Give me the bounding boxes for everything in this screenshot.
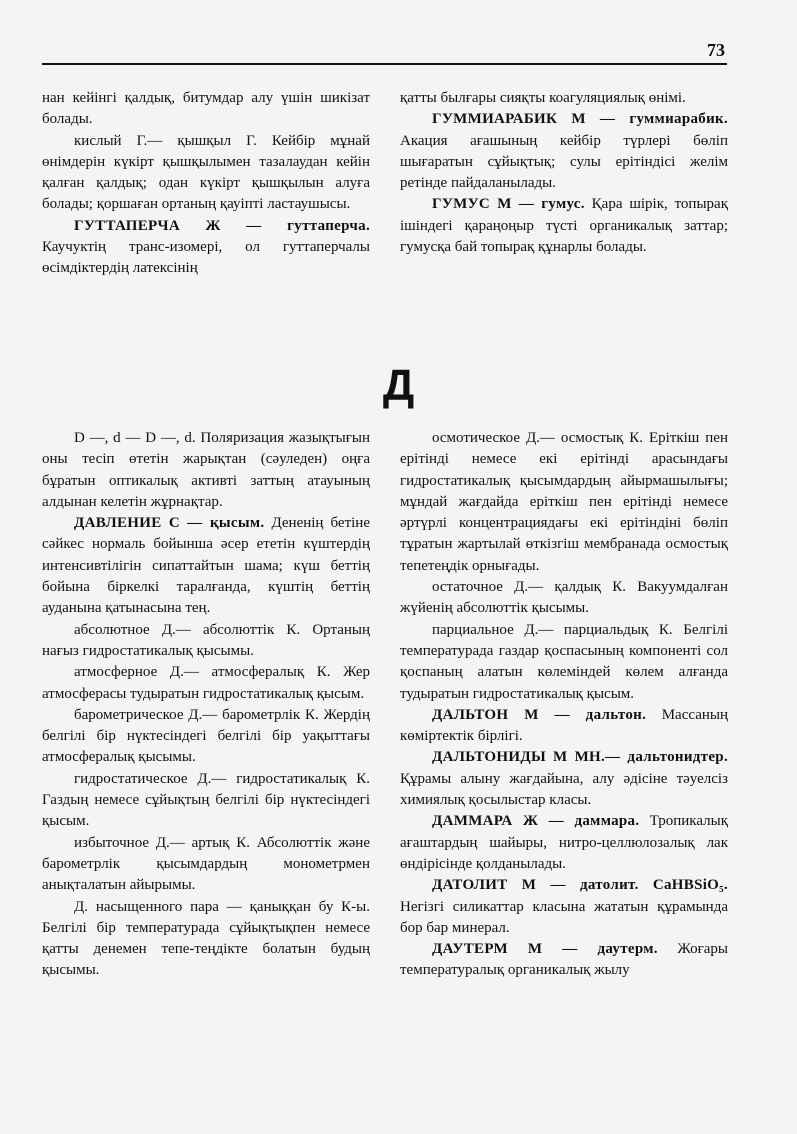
entry-text: остаточное Д.— қалдық К. Вакуумдалған жүйенің абсолюттік қысымы. bbox=[400, 579, 728, 617]
entry-headword: ДАММАРА Ж — даммара. bbox=[432, 813, 640, 830]
entry-text: нан кейінгі қалдық, битумдар алу үшін шикізат болады. bbox=[42, 90, 370, 128]
entry-headword: ГУТТАПЕРЧА Ж — гуттаперча. bbox=[74, 217, 370, 234]
dictionary-entry bbox=[400, 939, 728, 982]
entry-headword: ГУММИАРАБИК М — гуммиарабик. bbox=[432, 111, 728, 128]
column-bottom-right bbox=[400, 428, 728, 982]
entry-text: избыточное Д.— артық К. Абсолюттік және барометрлік қысымдардың монометрмен анықталатын айырымы. bbox=[42, 834, 370, 894]
dictionary-entry bbox=[400, 875, 728, 939]
dictionary-entry bbox=[400, 620, 728, 705]
entry-headword: ДАУТЕРМ М — даутерм. bbox=[432, 941, 658, 958]
entry-headword: ДАЛЬТОНИДЫ М МН.— дальтонидтер. bbox=[432, 749, 728, 766]
entry-text: Қара шірік, топырақ ішіндегі қараңоңыр түсті органикалық заттар; гумусқа бай топырақ құнарлы болады. bbox=[400, 196, 728, 256]
page-number: 73 bbox=[707, 40, 725, 60]
dictionary-entry bbox=[400, 194, 728, 258]
dictionary-entry bbox=[42, 705, 370, 769]
dictionary-entry bbox=[42, 833, 370, 897]
dictionary-entry bbox=[400, 747, 728, 811]
dictionary-entry bbox=[42, 216, 370, 280]
dictionary-entry bbox=[42, 769, 370, 833]
entry-text: абсолютное Д.— абсолюттік К. Ортаның нағыз гидростатикалық қысымы. bbox=[42, 621, 370, 659]
entry-text: осмотическое Д.— осмостық К. Еріткіш пен ерітінді немесе екі ерітінді арасындағы гидростатикалық қысымдардың айырмашылығы; мұндай жағдайда еріткіш пен ерітінді немесе әртүрлі концентрациядағы екі ерітіндіні бөліп тұратын жартылай өткізгіш мембранада осмостық тепетеңдік орнығады. bbox=[400, 430, 728, 574]
entry-text: кислый Г.— қышқыл Г. Кейбір мұнай өнімдерін күкірт қышқылымен тазалаудан кейін қалған қалдық; одан күкірт қышқылын алуға болады; қоршаған ортаның қауіпті ластаушысы. bbox=[42, 132, 370, 213]
entry-text: D —, d — D —, d. Поляризация жазықтығын оны тесіп өтетін жарықтан (сәуледен) оңға бұратын оптикалық активті заттың атауының алдынан келетін жұрнақтар. bbox=[42, 430, 370, 510]
entry-text: атмосферное Д.— атмосфералық К. Жер атмосферасы тудыратын гидростатикалық қысым. bbox=[42, 664, 370, 702]
dictionary-entry bbox=[400, 428, 728, 577]
dictionary-entry bbox=[42, 88, 370, 131]
entry-headword: ГУМУС М — гумус. bbox=[432, 196, 585, 213]
dictionary-entry bbox=[42, 897, 370, 982]
entry-text: Акация ағашының кейбір түрлері бөліп шығаратын сұйықтық; сулы ерітіндісі желім ретінде пайдаланылады. bbox=[400, 132, 728, 192]
entry-headword: ДАТОЛИТ М — датолит. CaHBSiO₅. bbox=[432, 877, 728, 894]
column-top-right bbox=[400, 88, 728, 258]
entry-text: Д. насыщенного пара — қаныққан бу К-ы. Белгілі бір температурада сұйықтықпен немесе қатты денемен тепе-теңдікте болатын будың қысымы. bbox=[42, 898, 370, 979]
dictionary-entry bbox=[42, 131, 370, 216]
dictionary-entry bbox=[400, 88, 728, 109]
dictionary-entry bbox=[42, 662, 370, 705]
column-bottom-left bbox=[42, 428, 370, 982]
entry-headword: ДАЛЬТОН М — дальтон. bbox=[432, 706, 647, 723]
entry-text: парциальное Д.— парциальдық К. Белгілі температурада газдар қоспасының компоненті сол қоспаның алатын көлеміндей көлем алғанда тудыратын гидростатикалық қысым. bbox=[400, 621, 728, 702]
dictionary-entry bbox=[42, 428, 370, 513]
entry-text: Құрамы алыну жағдайына, алу әдісіне тәуелсіз химиялық қосылыстар класы. bbox=[400, 770, 728, 809]
entry-text: Массаның көміртектік бірлігі. bbox=[400, 706, 728, 745]
entry-text: қатты былғары сияқты коагуляциялық өнімі. bbox=[400, 90, 686, 106]
dictionary-entry bbox=[400, 109, 728, 194]
entry-text: барометрическое Д.— барометрлік К. Жердің белгілі бір нүктесіндегі белгілі бір уақыттағы атмосфералық қысымы. bbox=[42, 706, 370, 766]
column-top-left bbox=[42, 88, 370, 280]
header-rule bbox=[42, 63, 727, 65]
entry-text: гидростатическое Д.— гидростатикалық К. Газдың немесе сұйықтың белгілі бір нүктесіндегі қысым. bbox=[42, 770, 370, 830]
entry-text: Каучуктің транс-изомері, ол гуттаперчалы өсімдіктердің латексінің bbox=[42, 239, 370, 277]
dictionary-entry bbox=[42, 620, 370, 663]
dictionary-entry bbox=[400, 705, 728, 748]
dictionary-entry bbox=[400, 577, 728, 620]
section-letter: Д bbox=[382, 361, 415, 410]
entry-headword: ДАВЛЕНИЕ С — қысым. bbox=[74, 515, 265, 532]
entry-text: Дененің бетіне сәйкес нормаль бойынша әсер ететін күштердің интенсивтілігін сипаттайтын шама; күш беттің бойына біркелкі таралғанда, күштің беттің ауданына қатынасына тең. bbox=[42, 515, 370, 617]
entry-text: Тропикалық ағаштардың шайыры, нитро-целлюлозалық лак өндірісінде қолданылады. bbox=[400, 813, 728, 872]
dictionary-entry bbox=[400, 811, 728, 875]
entry-text: Негізгі силикаттар класына жататын құрамында бор бар минерал. bbox=[400, 898, 728, 936]
dictionary-entry bbox=[42, 513, 370, 619]
entry-text: Жоғары температуралық органикалық жылу bbox=[400, 941, 728, 979]
